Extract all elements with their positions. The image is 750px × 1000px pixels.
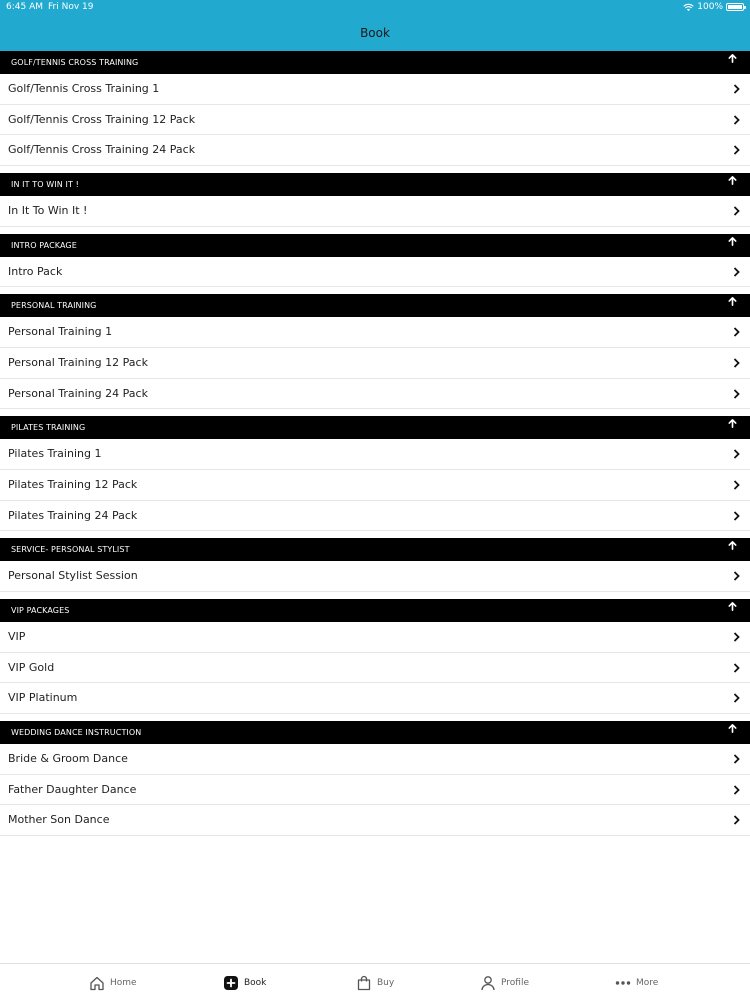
section-title: INTRO PACKAGE <box>11 240 77 250</box>
chevron-right-icon <box>733 145 740 155</box>
chevron-right-icon <box>733 785 740 795</box>
item-label: Father Daughter Dance <box>8 782 137 796</box>
list-item[interactable] <box>0 653 750 684</box>
item-label: Intro Pack <box>8 264 63 278</box>
list-item[interactable] <box>0 775 750 806</box>
section-title: IN IT TO WIN IT ! <box>11 179 79 189</box>
section-spacer <box>0 714 750 721</box>
list-item[interactable] <box>0 501 750 532</box>
item-label: VIP <box>8 629 26 643</box>
tab-home[interactable] <box>89 973 137 993</box>
shopping-bag-icon <box>356 975 372 991</box>
section-header[interactable] <box>0 538 750 561</box>
list-item[interactable] <box>0 257 750 288</box>
item-label: Golf/Tennis Cross Training 1 <box>8 82 160 95</box>
list-item[interactable] <box>0 135 750 166</box>
tab-label: Home <box>110 978 137 988</box>
item-label: VIP Gold <box>8 660 55 674</box>
section-spacer <box>0 592 750 599</box>
plus-square-icon <box>223 975 239 991</box>
page-title: Book <box>360 26 390 40</box>
battery-percent: 100% <box>697 2 723 12</box>
tab-more[interactable] <box>615 973 658 993</box>
arrow-up-icon[interactable] <box>727 53 738 64</box>
chevron-right-icon <box>733 115 740 125</box>
list-item[interactable] <box>0 622 750 653</box>
item-label: Personal Training 1 <box>8 325 113 339</box>
tab-profile[interactable] <box>480 973 529 993</box>
arrow-up-icon[interactable] <box>727 236 738 247</box>
item-label: Mother Son Dance <box>8 813 110 827</box>
tab-label: Book <box>244 978 267 988</box>
chevron-right-icon <box>733 206 740 216</box>
chevron-right-icon <box>733 449 740 459</box>
section-title: WEDDING DANCE INSTRUCTION <box>11 727 142 737</box>
section-spacer <box>0 409 750 416</box>
tab-label: Buy <box>377 978 395 988</box>
chevron-right-icon <box>733 389 740 399</box>
tab-label: More <box>636 978 659 988</box>
wifi-icon <box>683 3 694 12</box>
app-header <box>0 0 750 51</box>
chevron-right-icon <box>733 693 740 703</box>
chevron-right-icon <box>733 267 740 277</box>
arrow-up-icon[interactable] <box>727 175 738 186</box>
status-indicators <box>683 2 744 12</box>
section-header[interactable] <box>0 416 750 439</box>
list-item[interactable] <box>0 744 750 775</box>
item-label: Personal Training 24 Pack <box>8 386 148 400</box>
arrow-up-icon[interactable] <box>727 296 738 307</box>
item-label: Personal Stylist Session <box>8 569 138 583</box>
section-spacer <box>0 166 750 173</box>
tab-buy[interactable] <box>356 973 394 993</box>
section-header[interactable] <box>0 173 750 196</box>
section-title: GOLF/TENNIS CROSS TRAINING <box>11 58 139 67</box>
section-header[interactable] <box>0 721 750 744</box>
chevron-right-icon <box>733 84 740 94</box>
battery-icon <box>726 3 744 11</box>
arrow-up-icon[interactable] <box>727 540 738 551</box>
list-item[interactable] <box>0 805 750 836</box>
item-label: Personal Training 12 Pack <box>8 355 148 369</box>
tab-bar <box>0 963 750 1000</box>
item-label: Pilates Training 24 Pack <box>8 508 138 522</box>
arrow-up-icon[interactable] <box>727 723 738 734</box>
section-title: VIP PACKAGES <box>11 605 70 615</box>
item-label: In It To Win It ! <box>8 203 88 217</box>
user-icon <box>480 975 496 991</box>
chevron-right-icon <box>733 815 740 825</box>
section-header[interactable] <box>0 51 750 74</box>
section-title: SERVICE- PERSONAL STYLIST <box>11 545 130 555</box>
chevron-right-icon <box>733 480 740 490</box>
status-bar <box>0 0 750 16</box>
list-item[interactable] <box>0 561 750 592</box>
list-item[interactable] <box>0 439 750 470</box>
section-title: PERSONAL TRAINING <box>11 301 97 311</box>
section-header[interactable] <box>0 294 750 317</box>
section-spacer <box>0 287 750 294</box>
tab-label: Profile <box>501 978 529 988</box>
list-item[interactable] <box>0 317 750 348</box>
arrow-up-icon[interactable] <box>727 601 738 612</box>
chevron-right-icon <box>733 327 740 337</box>
chevron-right-icon <box>733 358 740 368</box>
status-time: 6:45 AM <box>6 2 43 12</box>
chevron-right-icon <box>733 663 740 673</box>
item-label: Pilates Training 12 Pack <box>8 477 138 491</box>
item-label: Golf/Tennis Cross Training 24 Pack <box>8 143 196 157</box>
list-item[interactable] <box>0 196 750 227</box>
section-title: PILATES TRAINING <box>11 423 86 433</box>
item-label: VIP Platinum <box>8 691 78 705</box>
list-item[interactable] <box>0 105 750 136</box>
ellipsis-icon <box>615 975 631 991</box>
chevron-right-icon <box>733 632 740 642</box>
item-label: Bride & Groom Dance <box>8 751 128 765</box>
list-item[interactable] <box>0 379 750 410</box>
section-spacer <box>0 227 750 234</box>
list-item[interactable] <box>0 74 750 105</box>
tab-book[interactable] <box>223 973 266 993</box>
list-item[interactable] <box>0 470 750 501</box>
section-header[interactable] <box>0 234 750 257</box>
chevron-right-icon <box>733 571 740 581</box>
list-item[interactable] <box>0 683 750 714</box>
item-label: Golf/Tennis Cross Training 12 Pack <box>8 112 196 126</box>
status-date: Fri Nov 19 <box>48 2 94 12</box>
home-icon <box>89 975 105 991</box>
chevron-right-icon <box>733 754 740 764</box>
list-item[interactable] <box>0 348 750 379</box>
item-label: Pilates Training 1 <box>8 447 102 461</box>
arrow-up-icon[interactable] <box>727 418 738 429</box>
section-header[interactable] <box>0 599 750 622</box>
section-spacer <box>0 531 750 538</box>
chevron-right-icon <box>733 511 740 521</box>
booking-list <box>0 51 750 836</box>
